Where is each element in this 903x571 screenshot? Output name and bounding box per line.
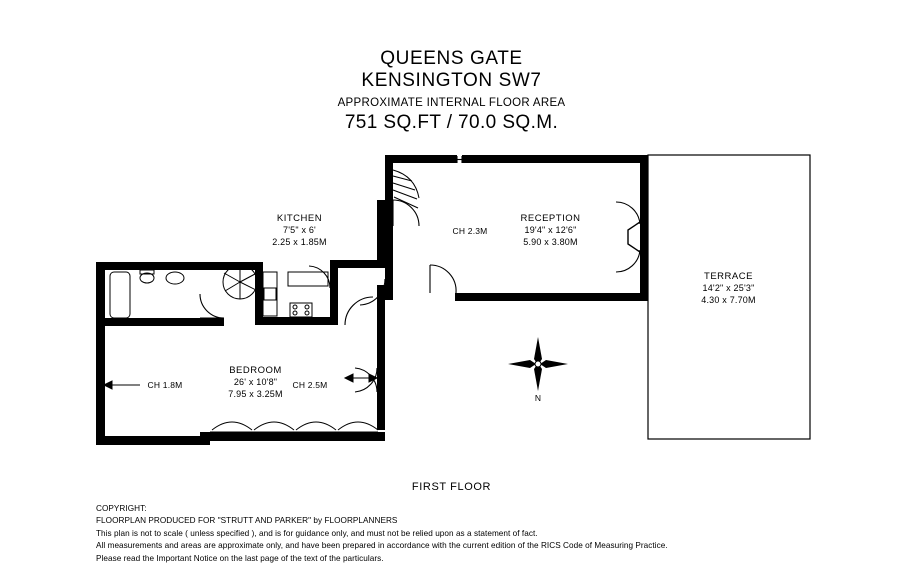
bedroom-dim-metric: 7.95 x 3.25M xyxy=(228,388,283,399)
staircase-top xyxy=(393,170,419,208)
kitchen-fittings xyxy=(263,272,328,317)
ch-label-bedroom-right: CH 2.5M xyxy=(292,380,328,390)
room-label-kitchen xyxy=(232,213,367,248)
room-label-reception xyxy=(483,213,618,248)
terrace-name: TERRACE xyxy=(704,271,753,282)
property-location: KENSINGTON SW7 xyxy=(361,70,542,92)
bay-window xyxy=(628,222,640,252)
bedroom-dim-imperial: 26' x 10'8" xyxy=(233,377,278,388)
compass-rose xyxy=(506,335,570,407)
kitchen-dim-imperial: 7'5" x 6' xyxy=(283,225,316,236)
terrace-dim-metric: 4.30 x 7.70M xyxy=(701,294,756,305)
bedroom-window-arcs xyxy=(212,422,378,430)
copyright-line-1: FLOORPLAN PRODUCED FOR "STRUTT AND PARKER" by FLOORPLANNERS xyxy=(96,516,398,526)
floor-caption: FIRST FLOOR xyxy=(411,481,492,493)
room-label-terrace xyxy=(661,271,796,306)
reception-name: RECEPTION xyxy=(520,213,581,224)
floor-area-caption: APPROXIMATE INTERNAL FLOOR AREA xyxy=(337,96,566,109)
reception-window xyxy=(457,156,462,163)
compass-north-label: N xyxy=(534,393,542,403)
copyright-line-2: This plan is not to scale ( unless specified ), and is for guidance only, and must not be relied upon as a statement of fact. xyxy=(96,528,538,538)
kitchen-dim-metric: 2.25 x 1.85M xyxy=(272,236,327,247)
terrace-dim-imperial: 14'2" x 25'3" xyxy=(702,283,755,294)
copyright-line-3: All measurements and areas are approximate only, and have been prepared in accordance with the current edition of the RICS Code of Measuring Practice. xyxy=(96,541,668,551)
copyright-heading: COPYRIGHT: xyxy=(96,504,147,513)
reception-dim-metric: 5.90 x 3.80M xyxy=(523,236,578,247)
property-name: QUEENS GATE xyxy=(380,48,523,69)
ch-label-bedroom-left: CH 1.8M xyxy=(147,380,183,390)
reception-dim-imperial: 19'4" x 12'6" xyxy=(524,225,577,236)
kitchen-name: KITCHEN xyxy=(276,213,323,224)
copyright-footer xyxy=(96,503,856,565)
copyright-line-4: Please read the Important Notice on the last page of the text of the particulars. xyxy=(96,553,384,563)
bathroom-fixtures xyxy=(110,270,184,318)
hall-walls xyxy=(200,285,385,441)
floor-area-value: 751 SQ.FT / 70.0 SQ.M. xyxy=(344,112,559,134)
bedroom-name: BEDROOM xyxy=(229,365,282,376)
ch-label-reception: CH 2.3M xyxy=(452,226,488,236)
